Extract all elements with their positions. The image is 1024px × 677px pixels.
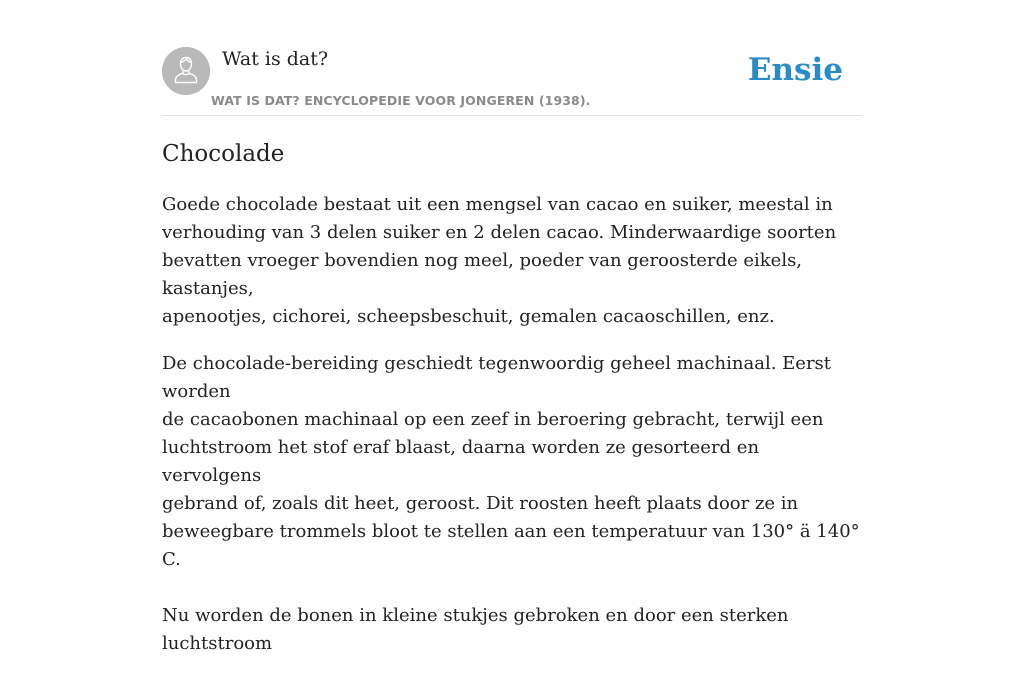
avatar[interactable]	[162, 47, 210, 95]
ensie-logo-link[interactable]: Ensie	[747, 52, 843, 88]
article-title: Chocolade	[162, 141, 285, 167]
source-header	[162, 47, 862, 116]
article-paragraph: De chocolade-bereiding geschiedt tegenwoordig geheel machinaal. Eerst worden de cacaobonen machinaal op een zeef in beroering gebracht, terwijl een luchtstroom het stof eraf blaast, daarna worden ze gesorteerd en vervolgens gebrand of, zoals dit heet, geroost. Dit roosten heeft plaats door ze in beweegbare trommels bloot te stellen aan een temperatuur van 130° ä 140° C.	[162, 353, 860, 570]
article	[162, 138, 862, 677]
source-title[interactable]: Wat is dat?	[222, 48, 329, 70]
user-silhouette-icon	[162, 47, 210, 95]
article-paragraph: Nu worden de bonen in kleine stukjes gebroken en door een sterken luchtstroom	[162, 605, 789, 654]
source-subtitle[interactable]: WAT IS DAT? ENCYCLOPEDIE VOOR JONGEREN (1938).	[211, 93, 591, 108]
article-paragraph: Goede chocolade bestaat uit een mengsel van cacao en suiker, meestal in verhouding van 3 delen suiker en 2 delen cacao. Minderwaardige soorten bevatten vroeger bovendien nog meel, poeder van geroosterde eikels, kastanjes, apenootjes, cichorei, scheepsbeschuit, gemalen cacaoschillen, enz.	[162, 194, 837, 327]
